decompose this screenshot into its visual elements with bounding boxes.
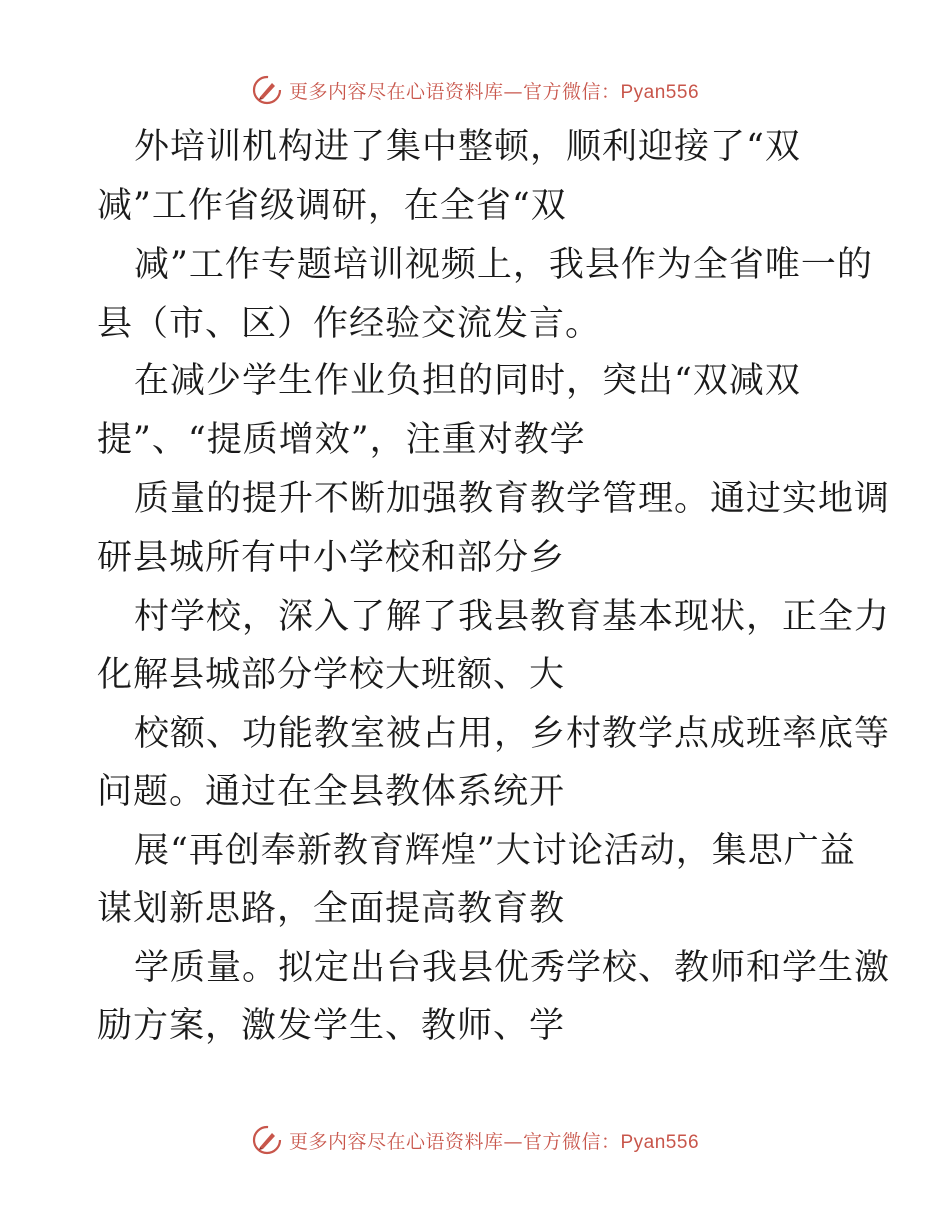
- quill-pen-logo-icon: [251, 74, 283, 106]
- text-line: 减”工作专题培训视频上，我县作为全省唯一的: [134, 245, 873, 285]
- text-line: 励方案，激发学生、教师、学: [97, 1006, 566, 1046]
- quill-pen-logo-icon: [251, 1124, 283, 1156]
- text-line: 村学校，深入了解了我县教育基本现状，正全力: [134, 597, 891, 637]
- text-line: 问题。通过在全县教体系统开: [97, 772, 566, 812]
- text-line: 研县城所有中小学校和部分乡: [97, 538, 566, 578]
- text-line: 质量的提升不断加强教育教学管理。通过实地调: [134, 479, 891, 519]
- text-line: 学质量。拟定出台我县优秀学校、教师和学生激: [134, 948, 891, 988]
- text-line: 展“再创奉新教育辉煌”大讨论活动，集思广益: [134, 831, 856, 871]
- header-watermark: [0, 70, 950, 110]
- text-line: 谋划新思路，全面提高教育教: [97, 889, 566, 929]
- watermark-text: 更多内容尽在心语资料库—官方微信：Pyan556: [288, 80, 700, 103]
- text-line: 外培训机构进了集中整顿，顺利迎接了“双: [134, 127, 801, 167]
- watermark-text: 更多内容尽在心语资料库—官方微信：Pyan556: [288, 1130, 700, 1153]
- text-line: 在减少学生作业负担的同时，突出“双减双: [134, 361, 801, 401]
- text-line: 减”工作省级调研，在全省“双: [97, 186, 567, 226]
- text-line: 县（市、区）作经验交流发言。: [97, 304, 602, 344]
- text-line: 化解县城部分学校大班额、大: [97, 655, 566, 695]
- footer-watermark: [0, 1120, 950, 1160]
- text-line: 校额、功能教室被占用，乡村教学点成班率底等: [134, 714, 891, 754]
- text-line: 提”、“提质增效”，注重对教学: [97, 420, 586, 460]
